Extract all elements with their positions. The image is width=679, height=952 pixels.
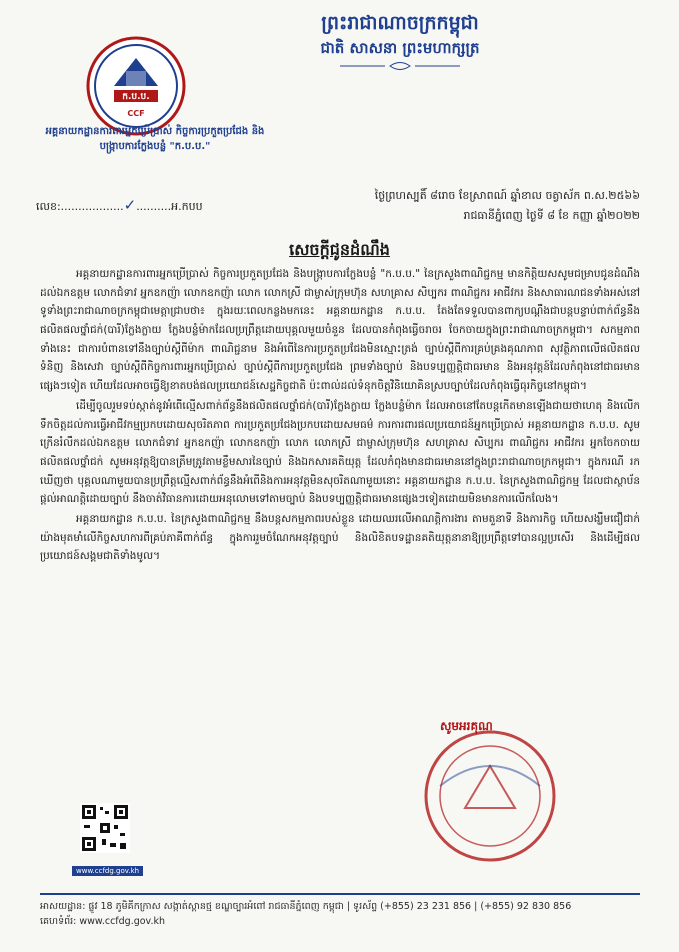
logo-text: CCF (127, 109, 145, 118)
flourish-ornament (340, 61, 460, 71)
body-paragraph: ដើម្បីចូលរួមទប់ស្កាត់នូវអំពើល្មើសពាក់ព័ន្ធនឹងផលិតផលថ្នាំជក់(បារី)ក្លែងក្លាយ ក្លែងបន្លំម៉ាក ដែលអាចនៅតែបន្តកើតមានឡើងជាយថាហេតុ និងលើកទឹកចិត្តដល់ការធ្វើអាជីវកម្មប្រកបដោយសុចរិតភាព ការប្រកួតប្រជែងប្រកបដោយសមធម៌ ការការពារផលប្រយោជន៍អ្នកប្រើប្រាស់ អគ្គនាយកដ្ឋាន ក.ប.ប. សូមក្រើនរំលឹកដល់ឯកឧត្តម លោកជំទាវ អ្នកឧកញ៉ា លោកឧកញ៉ា លោក លោកស្រី ជាម្ចាស់ក្រុមហ៊ុន សហគ្រាស សិប្បករ ពាណិជ្ជករ អាជីវករ អ្នកចែកចាយ ផលិតផលថ្នាំជក់ សូមអនុវត្តឱ្យបានត្រឹមត្រូវតាមខ្លឹមសារនៃច្បាប់ និងឯកសារគតិយុត្ត ដែលកំពុងមានជាធរមាននៅក្នុងព្រះរាជាណាចក្រកម្ពុជា។ ក្នុងករណី រកឃើញថា បុគ្គលណាមួយបានប្រព្រឹត្តល្មើសពាក់ព័ន្ធនឹងអំពើនិងការអនុវត្តមិនសុចរិតណាមួយនោះ អគ្គនាយកដ្ឋាន ក.ប.ប. នៃក្រសួងពាណិជ្ជកម្ម ដែលជាស្ថាប័នផ្តល់អាណត្តិដោយច្បាប់ នឹងចាត់វិធានការដោយអនុលោមទៅតាមច្បាប់ និងបទប្បញ្ញត្តិជាធរមានផ្សេងៗទៀតដោយមិនមានការលើកលែង។ (40, 399, 640, 506)
ref-suffix: .អ.កបប (167, 200, 203, 213)
body-paragraph: អគ្គនាយកដ្ឋាន ក.ប.ប. នៃក្រសួងពាណិជ្ជកម្ម នឹងបន្តសកម្មភាពរបស់ខ្លួន ដោយឈរលើអាណត្តិការងារ តាមតួនាទី និងភារកិច្ច ហើយសង្ឃឹមជឿជាក់យ៉ាងមុតមាំលើកិច្ចសហការពីគ្រប់ភាគីពាក់ព័ន្ធ ក្នុងការរួមចំណែកអនុវត្តច្បាប់ និងលិខិតបទដ្ឋានគតិយុត្តនានាឱ្យប្រព្រឹត្តទៅបានល្អប្រសើរ និងដើម្បីផលប្រយោជន៍សង្គមជាតិទាំងមូល។ (40, 512, 640, 563)
official-seal-icon (420, 726, 560, 866)
document-body (40, 265, 640, 567)
lunar-date: ថ្ងៃព្រហស្បតិ៍ ៨រោច ខែស្រាពណ៍ ឆ្នាំខាល ចត្វាស័ក ព.ស.២៥៦៦ (374, 189, 640, 202)
reference-number: លេខ:..................✓..........អ.កបប (36, 196, 203, 214)
ref-label: លេខ: (36, 200, 61, 213)
letterhead-kingdom (190, 10, 610, 71)
signature-label: សូមអរគុណ (440, 719, 493, 733)
organization-name: អគ្គនាយកដ្ឋានការពារអ្នកប្រើប្រាស់ កិច្ចការប្រកួតប្រជែង និងបង្ក្រាបការក្លែងបន្លំ "ក.ប.ប." (45, 126, 265, 152)
solar-date: រាជធានីភ្នំពេញ ថ្ងៃទី ៨ ខែ កញ្ញា ឆ្នាំ២០២២ (463, 208, 640, 222)
logo-initials: ក.ប.ប. (122, 92, 150, 102)
footer-address: អាសយដ្ឋាន: ផ្លូវ 18 ភូមិគីកក្រាស សង្កាត់ស្ពានថ្ម ខណ្ឌច្បារអំពៅ រាជធានីភ្នំពេញ កម្ពុជា | ទូរស័ព្ទ (+855) 23 231 856 | (+855) 92 830 856 (40, 901, 572, 912)
ccf-logo-icon (86, 36, 186, 136)
kingdom-title: ព្រះរាជាណាចក្រកម្ពុជា (321, 12, 479, 34)
document-subject: សេចក្តីជូនដំណឹង (289, 240, 390, 259)
footer (40, 900, 640, 929)
qr-url-label: www.ccfdg.gov.kh (72, 866, 143, 876)
checkmark-icon: ✓ (123, 196, 137, 214)
national-motto: ជាតិ សាសនា ព្រះមហាក្សត្រ (320, 38, 480, 57)
date-block (340, 186, 640, 226)
footer-divider (40, 893, 640, 895)
qr-code-icon[interactable] (80, 803, 130, 853)
footer-website[interactable]: គេហទំព័រ: www.ccfdg.gov.kh (40, 915, 165, 927)
body-paragraph: អគ្គនាយកដ្ឋានការពារអ្នកប្រើប្រាស់ កិច្ចការប្រកួតប្រជែង និងបង្ក្រាបការក្លែងបន្លំ "ក.ប.ប." នៃក្រសួងពាណិជ្ជកម្ម មានកិត្តិយសសូមជម្រាបជូនដំណឹងដល់ឯកឧត្តម លោកជំទាវ អ្នកឧកញ៉ា លោកឧកញ៉ា លោក លោកស្រី ជាម្ចាស់ក្រុមហ៊ុន សហគ្រាស សិប្បករ ពាណិជ្ជករ អាជីវករ និងសាធារណជនទាំងអស់នៅទូទាំងព្រះរាជាណាចក្រកម្ពុជាមេត្តាជ្រាបថា៖ ក្នុងរយៈពេលកន្លងមកនេះ អគ្គនាយកដ្ឋាន ក.ប.ប. តែងតែទទួលបានពាក្យបណ្ដឹងជាបន្តបន្ទាប់ពាក់ព័ន្ធនឹងផលិតផលថ្នាំជក់(បារី)ក្លែងក្លាយ ក្លែងបន្លំម៉ាកដែលប្រព្រឹត្តដោយបុគ្គលមួយចំនួន ដែលបានកំពុងធ្វើចរាចរ ចែកចាយក្នុងព្រះរាជាណាចក្រកម្ពុជា។ សកម្មភាពទាំងនេះ ជាការបំពានទៅនឹងច្បាប់ស្តីពីម៉ាក ពាណិជ្ជនាម និងអំពើនៃការប្រកួតប្រជែងមិនស្មោះត្រង់ ច្បាប់ស្តីពីការគ្រប់គ្រងគុណភាព សុវត្ថិភាពលើផលិតផល ទំនិញ និងសេវា ច្បាប់ស្តីពីកិច្ចការពារអ្នកប្រើប្រាស់ ច្បាប់ស្តីពីការប្រកួតប្រជែង ព្រមទាំងច្បាប់ និងបទប្បញ្ញត្តិជាធរមាន និងអនុវត្តន៍ដែលកំពុងនៅជាធរមានផ្សេងៗទៀត ហើយដែលអាចធ្វើឱ្យខាតបង់ផលប្រយោជន៍សេដ្ឋកិច្ចជាតិ ប៉ះពាល់ដល់ទំនុកចិត្តវិនិយោគិនស្របច្បាប់ដែលកំពុងធ្វើធុរកិច្ចនៅកម្ពុជា។ (40, 268, 640, 393)
